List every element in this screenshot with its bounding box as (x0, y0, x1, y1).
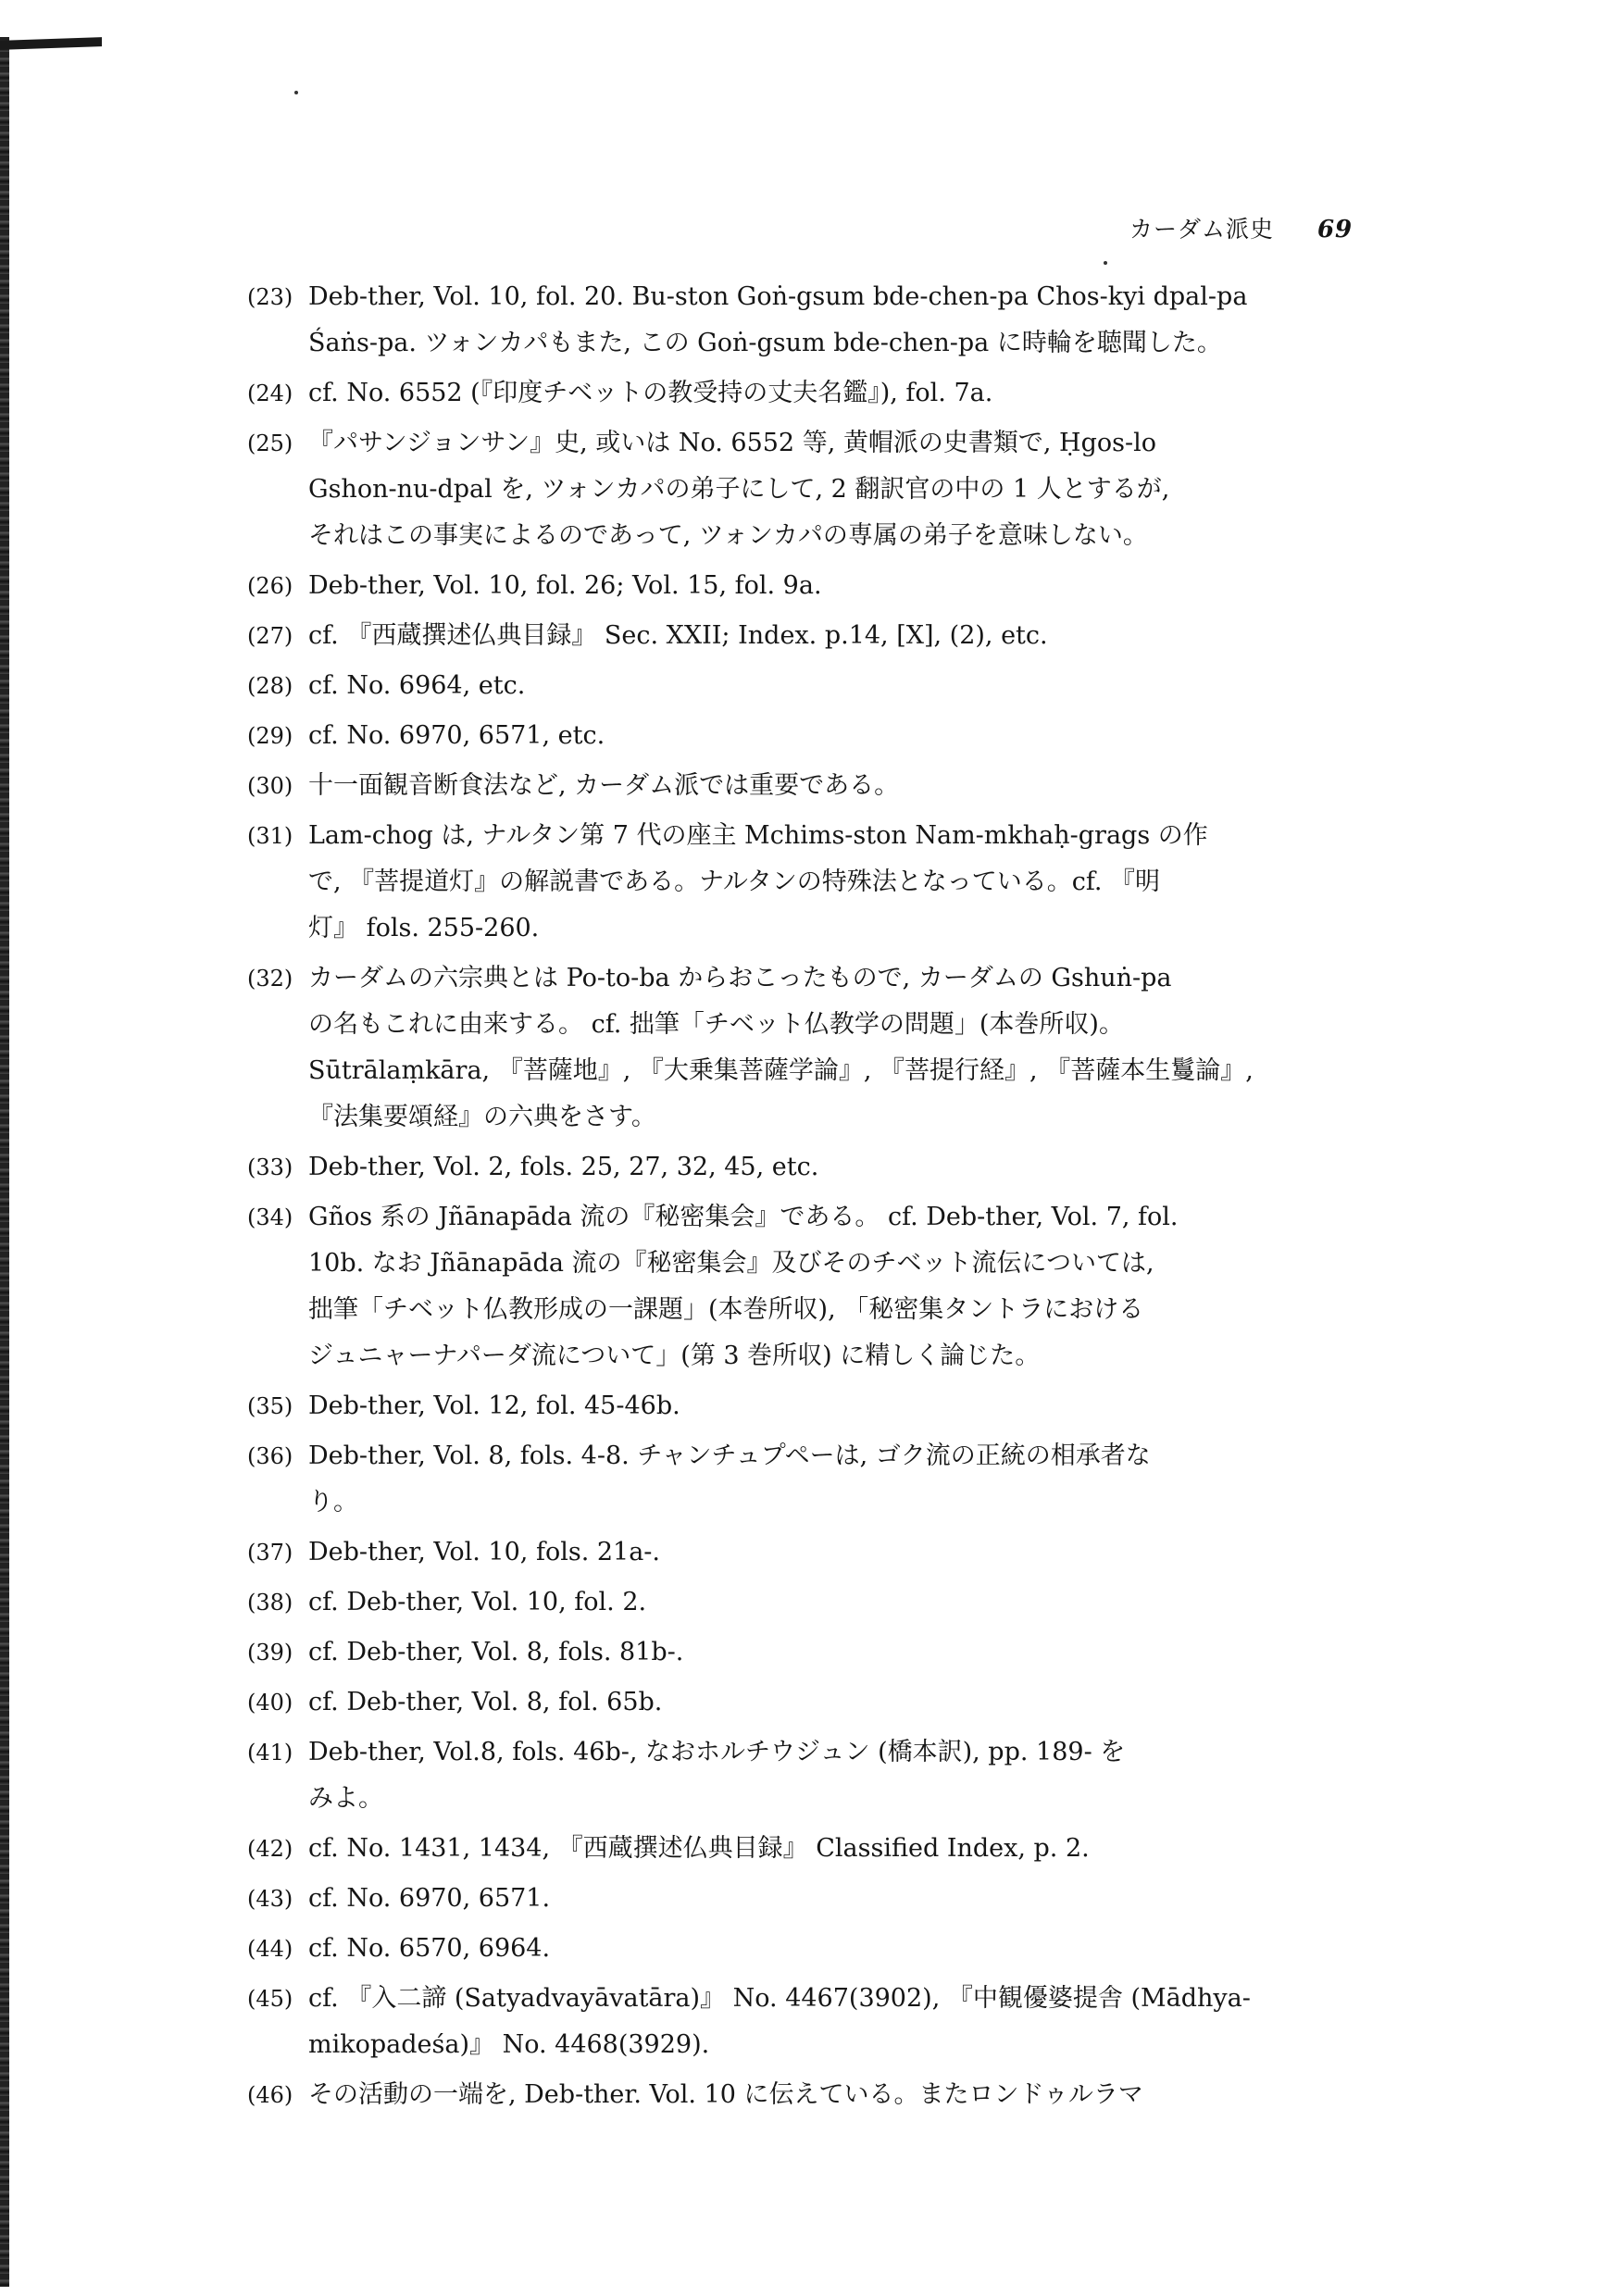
endnote (245, 1529, 1421, 1576)
endnote-text (308, 613, 1421, 659)
endnote-line: cf. No. 6964, etc. (308, 671, 526, 700)
header-title: カーダム派史 (1129, 216, 1275, 243)
endnote-text (308, 663, 1421, 709)
endnote-text (308, 955, 1421, 1141)
endnote-text (308, 1826, 1421, 1872)
endnote-text (308, 1529, 1421, 1576)
endnote-number: (25) (247, 430, 293, 456)
endnote-number: (30) (247, 773, 293, 799)
endnote-line: cf. No. 6570, 6964. (308, 1934, 551, 1963)
endnote-line: Deb-ther, Vol. 10, fols. 21a-. (308, 1538, 661, 1566)
endnote-line: 十一面観音断食法など, カーダム派では重要である。 (308, 771, 900, 800)
endnote-number: (40) (247, 1690, 293, 1716)
endnote-line: の名もこれに由来する。 cf. 拙筆「チベット仏教学の問題」(本巻所収)。 (308, 1010, 1124, 1039)
endnote (245, 613, 1421, 659)
endnote-number: (39) (247, 1640, 293, 1666)
endnote (245, 1876, 1421, 1922)
endnote-number: (32) (247, 966, 293, 992)
endnote-line: Śaṅs-pa. ツォンカパもまた, この Goṅ-gsum bde-chen-pa に時輪を聴聞した。 (308, 329, 1222, 357)
endnote-line: 『法集要頌経』の六典をさす。 (308, 1103, 656, 1131)
endnote (245, 1433, 1421, 1526)
endnote-number: (41) (247, 1740, 293, 1766)
endnote-number: (24) (247, 381, 293, 406)
endnote (245, 763, 1421, 809)
endnote-text (308, 763, 1421, 809)
endnote-number: (45) (247, 1986, 293, 2012)
endnote-line: cf. Deb-ther, Vol. 8, fol. 65b. (308, 1688, 663, 1716)
endnote (245, 1679, 1421, 1726)
endnote (245, 274, 1421, 367)
endnote-text (308, 1876, 1421, 1922)
endnote-text (308, 1383, 1421, 1429)
endnote (245, 370, 1421, 417)
endnote-number: (23) (247, 284, 293, 310)
endnote-line: Deb-ther, Vol. 2, fols. 25, 27, 32, 45, etc. (308, 1153, 819, 1181)
endnote-text (308, 1976, 1421, 2068)
endnote-text (308, 713, 1421, 759)
endnote-text (308, 1629, 1421, 1676)
endnote-text (308, 274, 1421, 367)
endnote-line: 灯』 fols. 255-260. (308, 914, 540, 942)
endnote (245, 713, 1421, 759)
endnote (245, 1144, 1421, 1191)
scan-speck (1104, 261, 1107, 265)
endnote-number: (27) (247, 623, 293, 649)
endnote (245, 1629, 1421, 1676)
endnote (245, 813, 1421, 952)
endnote-line: で, 『菩提道灯』の解説書である。ナルタンの特殊法となっている。cf. 『明 (308, 867, 1161, 896)
endnote-text (308, 1926, 1421, 1972)
endnote-number: (34) (247, 1204, 293, 1230)
endnote-line: 拙筆「チベット仏教形成の一課題」(本巻所収), 「秘密集タントラにおける (308, 1295, 1144, 1324)
endnote-number: (43) (247, 1886, 293, 1912)
endnote-line: mikopadeśa)』 No. 4468(3929). (308, 2030, 710, 2059)
scan-binding-edge (0, 37, 9, 2287)
endnote (245, 1194, 1421, 1379)
endnote-line: Sūtrālaṃkāra, 『菩薩地』, 『大乗集菩薩学論』, 『菩提行経』, 『菩薩本生鬘論』, (308, 1056, 1254, 1085)
endnote (245, 1826, 1421, 1872)
endnote-text (308, 1579, 1421, 1626)
endnote-number: (33) (247, 1154, 293, 1180)
endnote-line: cf. Deb-ther, Vol. 8, fols. 81b-. (308, 1638, 684, 1666)
endnote-text (308, 1194, 1421, 1379)
endnote-text (308, 1433, 1421, 1526)
endnote-number: (36) (247, 1443, 293, 1469)
endnote-line: cf. No. 6970, 6571, etc. (308, 721, 605, 750)
endnote (245, 2072, 1421, 2118)
endnote-number: (38) (247, 1590, 293, 1616)
endnote-line: Gshon-nu-dpal を, ツォンカパの弟子にして, 2 翻訳官の中の 1 人とするが, (308, 475, 1170, 504)
endnote-line: cf. No. 6552 (『印度チベットの教受持の丈夫名鑑』), fol. 7a. (308, 379, 993, 407)
endnote (245, 563, 1421, 609)
endnote-number: (35) (247, 1393, 293, 1419)
endnote-line: Deb-ther, Vol. 10, fol. 26; Vol. 15, fol. 9a. (308, 571, 822, 600)
endnote-line: Lam-chog は, ナルタン第 7 代の座主 Mchims-ston Nam-mkhaḥ-grags の作 (308, 821, 1208, 850)
endnote-line: り。 (308, 1488, 358, 1516)
endnote (245, 1926, 1421, 1972)
endnotes-list (245, 274, 1421, 2122)
endnote-text (308, 420, 1421, 559)
endnote-line: 『パサンジョンサン』史, 或いは No. 6552 等, 黄帽派の史書類で, Ḥgos-lo (308, 429, 1156, 457)
endnote-text (308, 813, 1421, 952)
endnote (245, 663, 1421, 709)
endnote (245, 1383, 1421, 1429)
endnote-number: (31) (247, 823, 293, 849)
endnote-line: みよ。 (308, 1784, 383, 1813)
endnote (245, 420, 1421, 559)
endnote-number: (42) (247, 1836, 293, 1862)
endnote-line: cf. 『西蔵撰述仏典目録』 Sec. XXII; Index. p.14, [X], (2), etc. (308, 621, 1048, 650)
endnote-line: cf. No. 1431, 1434, 『西蔵撰述仏典目録』 Classified Index, p. 2. (308, 1834, 1090, 1863)
endnote-line: cf. No. 6970, 6571. (308, 1884, 551, 1913)
scan-speck (294, 91, 298, 94)
endnote-number: (46) (247, 2082, 293, 2108)
endnote (245, 1579, 1421, 1626)
endnote (245, 1976, 1421, 2068)
endnote-text (308, 2072, 1421, 2118)
endnote-line: Gños 系の Jñānapāda 流の『秘密集会』である。 cf. Deb-ther, Vol. 7, fol. (308, 1203, 1179, 1231)
scan-corner-mark (0, 37, 102, 50)
endnote (245, 955, 1421, 1141)
endnote-number: (26) (247, 573, 293, 599)
endnote-number: (29) (247, 723, 293, 749)
endnote-text (308, 1679, 1421, 1726)
endnote-line: Deb-ther, Vol. 8, fols. 4-8. チャンチュプペーは, ゴク流の正統の相承者な (308, 1441, 1151, 1470)
endnote-line: Deb-ther, Vol.8, fols. 46b-, なおホルチウジュン (橋本訳), pp. 189- を (308, 1738, 1126, 1766)
endnote-line: ジュニャーナパーダ流について」(第 3 巻所収) に精しく論じた。 (308, 1341, 1041, 1370)
endnote-number: (44) (247, 1936, 293, 1962)
endnote-text (308, 1144, 1421, 1191)
endnote-line: Deb-ther, Vol. 10, fol. 20. Bu-ston Goṅ-gsum bde-chen-pa Chos-kyi dpal-pa (308, 282, 1248, 311)
endnote-line: Deb-ther, Vol. 12, fol. 45-46b. (308, 1391, 680, 1420)
endnote-text (308, 563, 1421, 609)
endnote-line: カーダムの六宗典とは Po-to-ba からおこったもので, カーダムの Gshuṅ-pa (308, 964, 1172, 992)
running-header (1129, 211, 1353, 244)
page-number: 69 (1316, 216, 1354, 243)
endnote-line: 10b. なお Jñānapāda 流の『秘密集会』及びそのチベット流伝については, (308, 1249, 1154, 1278)
endnote-line: cf. Deb-ther, Vol. 10, fol. 2. (308, 1588, 647, 1616)
endnote-line: それはこの事実によるのであって, ツォンカパの専属の弟子を意味しない。 (308, 521, 1148, 550)
endnote-line: その活動の一端を, Deb-ther. Vol. 10 に伝えている。またロンドゥルラマ (308, 2080, 1143, 2109)
endnote-text (308, 1729, 1421, 1822)
endnote-line: cf. 『入二諦 (Satyadvayāvatāra)』 No. 4467(3902), 『中観優婆提舎 (Mādhya- (308, 1984, 1251, 2013)
endnote (245, 1729, 1421, 1822)
endnote-number: (28) (247, 673, 293, 699)
endnote-text (308, 370, 1421, 417)
endnote-number: (37) (247, 1540, 293, 1566)
